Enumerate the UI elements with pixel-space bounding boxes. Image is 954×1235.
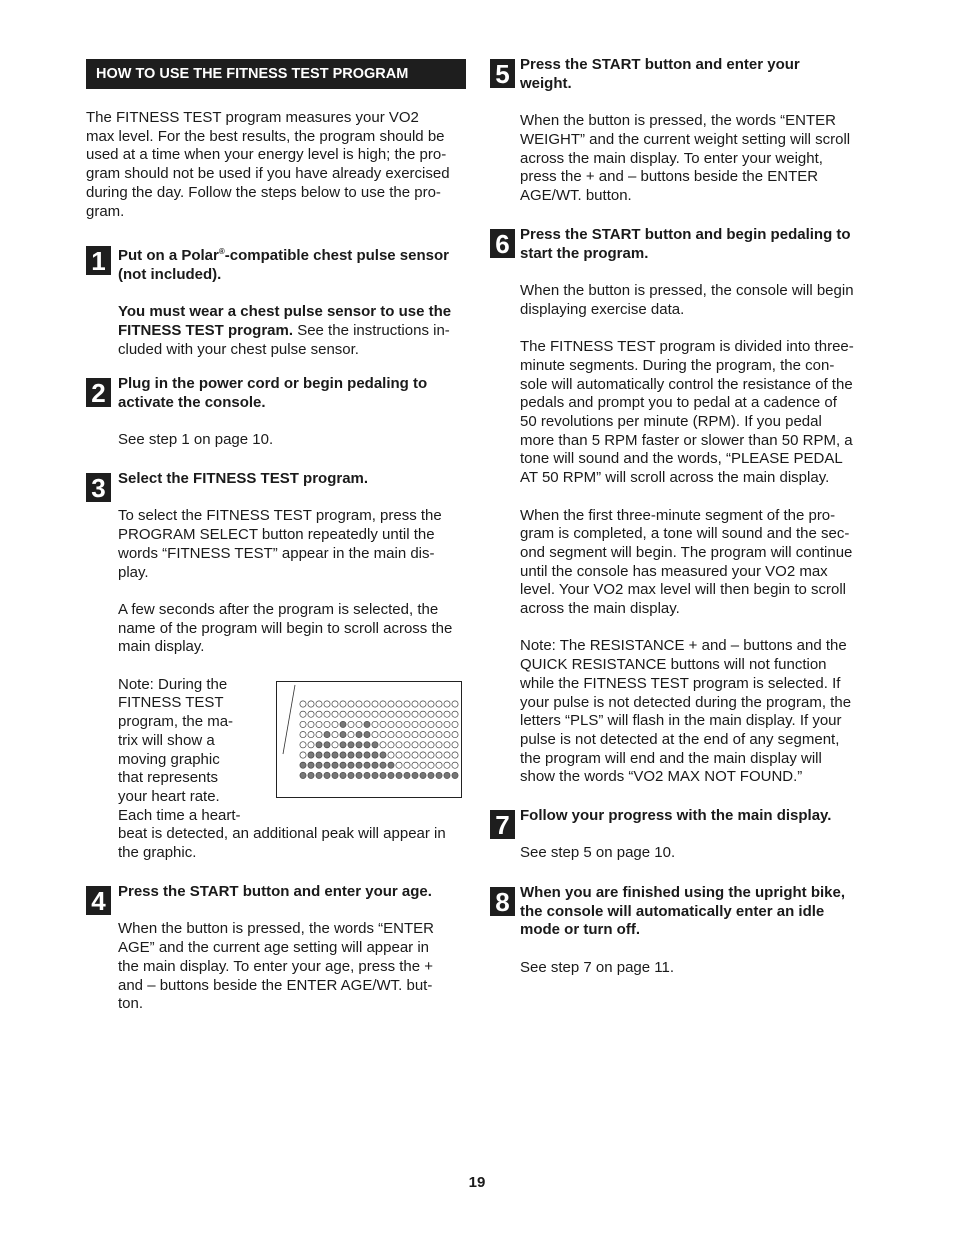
- matrix-dot: [396, 711, 402, 717]
- step-6-heading: Press the START button and begin pedaling to: [520, 226, 851, 243]
- step-6-note-line: letters “PLS” will flash in the main display. If your: [520, 712, 842, 730]
- matrix-dot-lit: [412, 772, 418, 778]
- step-3-body-line: play.: [118, 563, 149, 581]
- matrix-dot-lit: [356, 742, 362, 748]
- matrix-dot: [348, 701, 354, 707]
- matrix-dot-lit: [436, 772, 442, 778]
- step-4-number: 4: [86, 886, 111, 915]
- step-3-note-line: that represents: [118, 769, 219, 787]
- matrix-dot: [348, 711, 354, 717]
- step-6-body-line: tone will sound and the words, “PLEASE PEDAL: [520, 450, 843, 468]
- step-7: [520, 807, 880, 863]
- matrix-dot: [364, 701, 370, 707]
- matrix-dot: [340, 701, 346, 707]
- step-1-requirement-line: cluded with your chest pulse sensor.: [118, 340, 359, 358]
- step-4-body-line: When the button is pressed, the words “ENTER: [118, 920, 434, 938]
- step-6-body-line: across the main display.: [520, 600, 680, 618]
- matrix-dot-lit: [340, 762, 346, 768]
- step-3-heading: Select the FITNESS TEST program.: [118, 470, 369, 487]
- step-3-note-line: FITNESS TEST: [118, 694, 224, 712]
- step-6-note-line: Note: The RESISTANCE + and – buttons and the: [520, 637, 847, 655]
- matrix-dot: [412, 752, 418, 758]
- matrix-dot-lit: [340, 772, 346, 778]
- matrix-dot: [300, 711, 306, 717]
- matrix-dot-lit: [316, 742, 322, 748]
- matrix-dot: [324, 721, 330, 727]
- step-6-body-line: displaying exercise data.: [520, 300, 685, 318]
- step-4-body-line: AGE” and the current age setting will appear in: [118, 939, 430, 957]
- step-5-body-line: AGE/WT. button.: [520, 186, 632, 204]
- matrix-dot: [412, 762, 418, 768]
- matrix-dots-graphic: [277, 682, 461, 797]
- matrix-dot: [388, 752, 394, 758]
- matrix-dot: [428, 711, 434, 717]
- matrix-dot-lit: [348, 772, 354, 778]
- matrix-dot: [436, 721, 442, 727]
- matrix-dot: [404, 701, 410, 707]
- matrix-dot: [436, 732, 442, 738]
- matrix-dot: [308, 701, 314, 707]
- matrix-dot: [300, 701, 306, 707]
- step-3-note-line: your heart rate.: [118, 787, 220, 805]
- matrix-dot-lit: [324, 732, 330, 738]
- step-6-note-line: show the words “VO2 MAX NOT FOUND.”: [520, 768, 803, 786]
- step-4-body-line: the main display. To enter your age, press the +: [118, 957, 434, 975]
- intro-paragraph: [86, 109, 471, 221]
- matrix-dot: [452, 711, 458, 717]
- step-4-heading: Press the START button and enter your age.: [118, 883, 432, 900]
- step-3-note-line: moving graphic: [118, 750, 220, 768]
- matrix-dot: [428, 721, 434, 727]
- step-3-number: 3: [86, 473, 111, 502]
- matrix-dot: [452, 742, 458, 748]
- matrix-dot: [444, 701, 450, 707]
- intro-line: gram should not be used if you have already exercised: [86, 165, 450, 183]
- matrix-dot: [396, 742, 402, 748]
- matrix-dot: [388, 701, 394, 707]
- step-5-body-line: When the button is pressed, the words “ENTER: [520, 112, 836, 130]
- step-3-body-line: main display.: [118, 638, 205, 656]
- step-7-heading: Follow your progress with the main display.: [520, 807, 832, 824]
- display-glare-line: [283, 685, 295, 754]
- matrix-dot: [428, 701, 434, 707]
- step-8-number: 8: [490, 887, 515, 916]
- step-6-body-line: more than 5 RPM faster or slower than 50 RPM, a: [520, 431, 853, 449]
- matrix-dot: [412, 721, 418, 727]
- matrix-dot-lit: [316, 762, 322, 768]
- step-6-body-line: until the console has measured your VO2 max: [520, 562, 828, 580]
- step-6-heading-line: start the program.: [520, 244, 649, 262]
- matrix-dot: [316, 711, 322, 717]
- matrix-dot: [388, 711, 394, 717]
- step-3-note-line: beat is detected, an additional peak will appear in: [118, 825, 446, 843]
- matrix-dot: [300, 732, 306, 738]
- intro-line: max level. For the best results, the program should be: [86, 127, 445, 145]
- matrix-display-illustration: [276, 681, 462, 798]
- step-6-note-line: pulse is not detected at the end of any segment,: [520, 730, 840, 748]
- matrix-dot: [404, 721, 410, 727]
- step-1-requirement-line: FITNESS TEST program. See the instructions in-: [118, 321, 450, 339]
- matrix-dot: [396, 762, 402, 768]
- step-6-body-line: gram is completed, a tone will sound and the sec-: [520, 525, 850, 543]
- matrix-dot-lit: [332, 752, 338, 758]
- step-1-requirement: You must wear a chest pulse sensor to use the: [118, 303, 452, 321]
- step-6-body-line: When the first three-minute segment of the pro-: [520, 506, 836, 524]
- matrix-dot-lit: [340, 732, 346, 738]
- step-2-number: 2: [86, 378, 111, 407]
- matrix-dot: [436, 762, 442, 768]
- step-4-body-line: ton.: [118, 995, 144, 1013]
- step-7-number: 7: [490, 810, 515, 839]
- step-2: [118, 375, 473, 450]
- matrix-dot: [420, 732, 426, 738]
- step-5-body-line: across the main display. To enter your weight,: [520, 149, 823, 167]
- matrix-dot: [404, 762, 410, 768]
- matrix-dot-lit: [388, 762, 394, 768]
- matrix-dot-lit: [332, 772, 338, 778]
- matrix-dot: [356, 721, 362, 727]
- step-1: [118, 243, 473, 359]
- matrix-dot: [308, 742, 314, 748]
- matrix-dot-lit: [364, 762, 370, 768]
- step-6-body-line: pedals and prompt you to pedal at a cadence of: [520, 394, 837, 412]
- step-8-heading: When you are finished using the upright bike,: [520, 884, 846, 901]
- matrix-dot: [412, 711, 418, 717]
- matrix-dot: [404, 732, 410, 738]
- matrix-dot-lit: [452, 772, 458, 778]
- intro-line: The FITNESS TEST program measures your VO2: [86, 109, 419, 126]
- matrix-dot: [340, 711, 346, 717]
- step-8-body: See step 7 on page 11.: [520, 958, 675, 976]
- matrix-dot: [332, 711, 338, 717]
- matrix-dot-lit: [388, 772, 394, 778]
- matrix-dot: [452, 752, 458, 758]
- matrix-dot: [332, 721, 338, 727]
- matrix-dot: [332, 701, 338, 707]
- matrix-dot: [364, 711, 370, 717]
- step-6-note-line: while the FITNESS TEST program is selected. If: [520, 674, 841, 692]
- step-6-body-line: The FITNESS TEST program is divided into three-: [520, 338, 854, 356]
- matrix-dot: [372, 701, 378, 707]
- step-3-body-line: name of the program will begin to scroll across the: [118, 619, 453, 637]
- matrix-dot: [428, 732, 434, 738]
- step-6-note-line: the program will end and the main display will: [520, 749, 822, 767]
- matrix-dot: [444, 721, 450, 727]
- step-3-body-line: PROGRAM SELECT button repeatedly until the: [118, 526, 435, 544]
- matrix-dot-lit: [316, 752, 322, 758]
- matrix-dot: [372, 711, 378, 717]
- matrix-dot-lit: [396, 772, 402, 778]
- matrix-dot: [412, 732, 418, 738]
- matrix-dot: [356, 711, 362, 717]
- intro-line: during the day. Follow the steps below to use the pro-: [86, 183, 441, 201]
- step-6-note-line: your pulse is not detected during the program, the: [520, 693, 852, 711]
- step-5-body-line: press the + and – buttons beside the ENTER: [520, 168, 819, 186]
- matrix-dot: [444, 742, 450, 748]
- page-number: 19: [468, 1174, 486, 1191]
- matrix-dot-lit: [428, 772, 434, 778]
- matrix-dot: [444, 732, 450, 738]
- matrix-dot-lit: [372, 752, 378, 758]
- matrix-dot: [404, 742, 410, 748]
- matrix-dot: [452, 721, 458, 727]
- step-5-heading-line: weight.: [520, 74, 572, 92]
- matrix-dot-lit: [348, 762, 354, 768]
- matrix-dot: [428, 752, 434, 758]
- matrix-dot-lit: [404, 772, 410, 778]
- matrix-dot: [380, 721, 386, 727]
- matrix-dot: [332, 732, 338, 738]
- matrix-dot-lit: [324, 772, 330, 778]
- matrix-dot: [356, 701, 362, 707]
- step-6-body-line: 50 revolutions per minute (RPM). If you pedal: [520, 413, 822, 430]
- matrix-dot: [428, 762, 434, 768]
- matrix-dot: [316, 701, 322, 707]
- matrix-dot: [348, 732, 354, 738]
- matrix-dot: [388, 732, 394, 738]
- matrix-dot-lit: [380, 752, 386, 758]
- matrix-dot: [372, 721, 378, 727]
- step-5-body-line: WEIGHT” and the current weight setting will scroll: [520, 130, 851, 148]
- step-3-body-line: A few seconds after the program is selected, the: [118, 600, 439, 618]
- step-3-note-line: Note: During the: [118, 675, 228, 693]
- step-4-body-line: and – buttons beside the ENTER AGE/WT. but-: [118, 976, 433, 994]
- matrix-dot: [324, 711, 330, 717]
- step-1-number: 1: [86, 246, 111, 275]
- matrix-dot: [332, 742, 338, 748]
- matrix-dot: [428, 742, 434, 748]
- matrix-dot: [420, 752, 426, 758]
- matrix-dot-lit: [300, 762, 306, 768]
- step-3-note-line: trix will show a: [118, 731, 215, 749]
- step-6: [520, 226, 880, 787]
- matrix-dot-lit: [364, 732, 370, 738]
- matrix-dot-lit: [308, 752, 314, 758]
- matrix-dot: [444, 711, 450, 717]
- matrix-dot: [308, 732, 314, 738]
- matrix-dot: [420, 742, 426, 748]
- matrix-dot-lit: [356, 732, 362, 738]
- matrix-dot-lit: [340, 742, 346, 748]
- step-6-body-line: AT 50 RPM” will scroll across the main display.: [520, 469, 830, 487]
- matrix-dot: [388, 742, 394, 748]
- matrix-dot: [404, 752, 410, 758]
- matrix-dot: [316, 721, 322, 727]
- step-6-body-line: level. Your VO2 max level will then begin to scroll: [520, 581, 847, 599]
- matrix-dot-lit: [364, 772, 370, 778]
- matrix-dot: [380, 711, 386, 717]
- matrix-dot: [380, 701, 386, 707]
- matrix-dot: [412, 701, 418, 707]
- matrix-dot-lit: [324, 742, 330, 748]
- step-3: [118, 470, 473, 863]
- matrix-dot: [452, 701, 458, 707]
- matrix-dot: [452, 732, 458, 738]
- matrix-dot: [420, 721, 426, 727]
- matrix-dot: [412, 742, 418, 748]
- matrix-dot: [348, 721, 354, 727]
- intro-line: gram.: [86, 202, 125, 220]
- matrix-dot-lit: [356, 762, 362, 768]
- matrix-dot-lit: [372, 762, 378, 768]
- step-5-number: 5: [490, 59, 515, 88]
- step-3-note-line: Each time a heart-: [118, 806, 241, 824]
- matrix-dot-lit: [380, 772, 386, 778]
- step-6-number: 6: [490, 229, 515, 258]
- matrix-dot: [396, 732, 402, 738]
- matrix-dot-lit: [364, 752, 370, 758]
- step-5: [520, 56, 880, 206]
- step-2-body: See step 1 on page 10.: [118, 431, 274, 449]
- step-3-body-line: words “FITNESS TEST” appear in the main dis-: [118, 544, 435, 562]
- matrix-dot-lit: [364, 742, 370, 748]
- matrix-dot-lit: [316, 772, 322, 778]
- step-6-body-line: sole will automatically control the resistance of the: [520, 375, 853, 393]
- matrix-dot-lit: [364, 721, 370, 727]
- matrix-dot: [388, 721, 394, 727]
- matrix-dot: [420, 711, 426, 717]
- matrix-dot-lit: [348, 742, 354, 748]
- matrix-dot: [420, 762, 426, 768]
- matrix-dot: [372, 732, 378, 738]
- matrix-dot: [300, 721, 306, 727]
- matrix-dot: [436, 742, 442, 748]
- matrix-dot-lit: [324, 762, 330, 768]
- matrix-dot-lit: [300, 772, 306, 778]
- step-2-heading-line: activate the console.: [118, 393, 266, 411]
- matrix-dot: [316, 732, 322, 738]
- matrix-dot-lit: [332, 762, 338, 768]
- step-4: [118, 883, 473, 1014]
- step-7-body: See step 5 on page 10.: [520, 844, 676, 862]
- matrix-dot-lit: [372, 742, 378, 748]
- matrix-dot-lit: [356, 772, 362, 778]
- matrix-dot: [380, 742, 386, 748]
- step-5-heading: Press the START button and enter your: [520, 56, 800, 73]
- matrix-dot: [404, 711, 410, 717]
- step-6-body-line: When the button is pressed, the console will begin: [520, 282, 854, 300]
- matrix-dot: [396, 752, 402, 758]
- matrix-dot: [444, 752, 450, 758]
- step-2-heading: Plug in the power cord or begin pedaling to: [118, 375, 428, 392]
- matrix-dot: [420, 701, 426, 707]
- matrix-dot-lit: [444, 772, 450, 778]
- section-title: HOW TO USE THE FITNESS TEST PROGRAM: [86, 59, 466, 89]
- matrix-dot-lit: [348, 752, 354, 758]
- step-8: [520, 884, 880, 978]
- matrix-dot: [396, 721, 402, 727]
- matrix-dot-lit: [340, 721, 346, 727]
- matrix-dot: [396, 701, 402, 707]
- matrix-dot-lit: [380, 762, 386, 768]
- matrix-dot: [436, 711, 442, 717]
- step-1-heading-line: (not included).: [118, 265, 222, 283]
- step-1-heading: Put on a Polar®-compatible chest pulse sensor: [118, 247, 449, 264]
- matrix-dot: [300, 752, 306, 758]
- matrix-dot-lit: [308, 772, 314, 778]
- matrix-dot-lit: [308, 762, 314, 768]
- matrix-dot: [324, 701, 330, 707]
- matrix-dot-lit: [356, 752, 362, 758]
- matrix-dot: [436, 701, 442, 707]
- intro-line: used at a time when your energy level is high; the pro-: [86, 146, 447, 164]
- step-3-body-line: To select the FITNESS TEST program, press the: [118, 507, 442, 525]
- step-8-heading-line: the console will automatically enter an idle: [520, 902, 825, 920]
- matrix-dot: [380, 732, 386, 738]
- step-6-body-line: ond segment will begin. The program will continue: [520, 543, 853, 561]
- step-6-note-line: QUICK RESISTANCE buttons will not function: [520, 656, 827, 674]
- matrix-dot: [452, 762, 458, 768]
- matrix-dot: [308, 711, 314, 717]
- matrix-dot-lit: [340, 752, 346, 758]
- matrix-dot-lit: [420, 772, 426, 778]
- matrix-dot: [436, 752, 442, 758]
- matrix-dot: [308, 721, 314, 727]
- step-8-heading-line: mode or turn off.: [520, 921, 640, 939]
- matrix-dot-lit: [372, 772, 378, 778]
- matrix-dot-lit: [324, 752, 330, 758]
- step-3-note-line: program, the ma-: [118, 713, 234, 731]
- step-3-note-line: the graphic.: [118, 844, 197, 862]
- matrix-dot: [300, 742, 306, 748]
- matrix-dot: [444, 762, 450, 768]
- step-6-body-line: minute segments. During the program, the con-: [520, 356, 835, 374]
